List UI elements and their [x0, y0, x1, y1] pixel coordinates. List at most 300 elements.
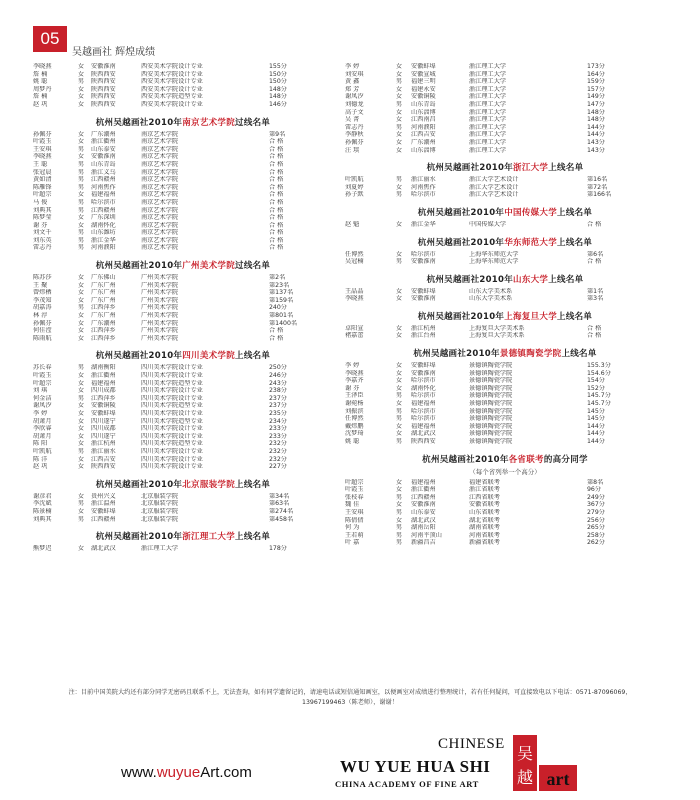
school-major: 四川美术学院设计专业 [141, 425, 203, 433]
school-major: 南京艺术学院 [141, 176, 179, 184]
brand-line-2: WU YUE HUA SHI [340, 757, 491, 776]
student-name: 黄 鑫 [345, 78, 360, 86]
student-gender: 男 [395, 524, 403, 532]
student-name: 苏长春 [33, 364, 52, 372]
school-major: 北京服装学院 [141, 492, 179, 500]
table-row [33, 199, 333, 207]
section-note: （每个省列举一个高分） [469, 467, 541, 476]
student-name: 李 婷 [345, 362, 360, 370]
student-name: 魏 佳 [345, 501, 360, 509]
student-gender: 女 [77, 138, 85, 146]
student-name: 陈梦莹 [33, 214, 52, 222]
student-gender: 女 [77, 327, 85, 335]
score: 237分 [269, 402, 287, 410]
student-origin: 山东青岛 [91, 160, 116, 168]
section-title-suffix: 的高分同学 [543, 454, 588, 465]
score: 246分 [269, 372, 287, 379]
score: 合 格 [269, 236, 284, 244]
student-origin: 江西赣州 [91, 206, 116, 214]
table-row [33, 508, 333, 516]
school-major: 浙江理工大学 [469, 100, 507, 108]
section-title [345, 161, 665, 173]
student-name: 任博然 [345, 250, 364, 258]
student-gender: 女 [395, 430, 403, 438]
student-gender: 女 [395, 108, 403, 116]
table-row [345, 408, 665, 416]
score: 第6名 [587, 250, 604, 258]
student-name: 李茂知 [33, 296, 52, 304]
student-origin: 广东广州 [91, 312, 116, 320]
student-gender: 女 [395, 295, 403, 303]
section-title-prefix: 杭州吴越画社2010年 [95, 261, 183, 272]
school-major: 浙江大学艺术设计 [469, 176, 519, 184]
student-origin: 广东佛山 [91, 274, 116, 282]
student-name: 詹 楠 [33, 70, 48, 78]
school-major: 景德镇陶瓷学院 [469, 407, 513, 415]
section-title-suffix: 过线名单 [235, 261, 271, 272]
student-gender: 女 [77, 334, 85, 342]
section-title-prefix: 杭州吴越画社2010年 [95, 117, 183, 128]
student-origin: 广东广州 [91, 289, 116, 297]
school-major: 上海复旦大学美术系 [469, 324, 525, 332]
student-name: 孙佩芬 [345, 138, 364, 146]
score: 143分 [587, 146, 605, 154]
section-title-school: 上海复旦大学 [504, 311, 558, 322]
student-gender: 女 [77, 507, 85, 515]
student-name: 林 淳 [33, 312, 48, 320]
school-major: 广州美术学院 [141, 304, 179, 312]
score: 第16名 [587, 176, 608, 184]
student-origin: 四川成都 [91, 387, 116, 395]
student-name: 李沈斌 [33, 500, 52, 508]
table-row [33, 71, 333, 79]
student-origin: 河南濮阳 [411, 123, 436, 131]
student-origin: 安徽蚌埠 [411, 63, 436, 70]
table-row [345, 509, 665, 517]
student-name: 张枝春 [345, 493, 364, 501]
student-gender: 女 [77, 274, 85, 282]
section-rows [33, 545, 333, 553]
score: 合 格 [269, 244, 284, 252]
school-major: 四川美术学院设计专业 [141, 394, 203, 402]
student-gender: 男 [77, 500, 85, 508]
student-name: 吴冠楠 [345, 258, 364, 266]
student-origin: 哈尔滨市 [411, 392, 436, 400]
school-major: 广州美术学院 [141, 274, 179, 282]
score: 262分 [587, 539, 605, 547]
school-major: 福建省联考 [469, 478, 500, 486]
table-row [33, 395, 333, 403]
table-row [33, 335, 333, 343]
left-column [33, 63, 333, 553]
section-title-school: 浙江理工大学 [182, 532, 236, 543]
score: 合 格 [587, 332, 602, 340]
table-row [33, 448, 333, 456]
student-gender: 女 [395, 63, 403, 70]
student-origin: 广东深圳 [91, 214, 116, 222]
score: 145.7分 [587, 392, 611, 400]
score: 232分 [269, 440, 287, 448]
student-origin: 河南濮阳 [91, 244, 116, 252]
student-gender: 男 [77, 160, 85, 168]
table-row [345, 332, 665, 340]
table-row [33, 274, 333, 282]
student-origin: 安徽淮南 [91, 63, 116, 70]
student-name: 叶霞玉 [345, 486, 364, 494]
student-origin: 广东潮州 [91, 319, 116, 327]
student-name: 叶 嘉 [345, 539, 360, 547]
student-gender: 女 [77, 379, 85, 387]
school-major: 南京艺术学院 [141, 229, 179, 237]
student-name: 姚 聪 [345, 438, 360, 445]
table-row [345, 251, 665, 259]
section-title [33, 530, 333, 542]
score: 第166名 [587, 191, 612, 199]
table-row [345, 479, 665, 487]
student-name: 王安琪 [345, 508, 364, 516]
section-title-prefix: 杭州吴越画社2010年 [417, 311, 505, 322]
student-gender: 女 [395, 183, 403, 191]
student-name: 李静秋 [345, 131, 364, 139]
section-title [345, 310, 665, 322]
student-gender: 女 [77, 463, 85, 471]
student-gender: 男 [395, 258, 403, 266]
student-name: 叶凯航 [33, 447, 52, 455]
school-major: 四川美术学院设计专业 [141, 409, 203, 417]
table-row [345, 517, 665, 525]
section-title-school: 中国传媒大学 [504, 207, 558, 218]
school-major: 北京服装学院 [141, 515, 179, 523]
school-major: 四川美术学院设计专业 [141, 447, 203, 455]
student-origin: 安徽淮南 [411, 295, 436, 303]
student-gender: 女 [395, 478, 403, 486]
student-name: 詹 楠 [33, 93, 48, 101]
student-origin: 江西南昌 [411, 116, 436, 124]
student-origin: 福建福州 [91, 379, 116, 387]
student-gender: 男 [77, 447, 85, 455]
score: 合 格 [269, 145, 284, 153]
student-gender: 女 [395, 287, 403, 295]
student-gender: 女 [77, 387, 85, 395]
student-name: 谢 芬 [33, 221, 48, 229]
score: 第8名 [587, 478, 604, 486]
student-name: 李嘉齐 [345, 377, 364, 385]
student-name: 谢彦君 [33, 492, 52, 500]
student-name: 刘典其 [33, 206, 52, 214]
school-major: 南京艺术学院 [141, 145, 179, 153]
table-row [33, 410, 333, 418]
school-major: 上海华东师范大学 [469, 258, 519, 266]
student-origin: 山东泰安 [91, 145, 116, 153]
student-name: 陈景楠 [33, 507, 52, 515]
table-row [33, 463, 333, 471]
score: 143分 [587, 138, 605, 146]
table-row [345, 438, 665, 446]
student-origin: 湖北武汉 [411, 430, 436, 438]
table-row [345, 295, 665, 303]
student-origin: 福建三明 [411, 78, 436, 86]
section-title-suffix: 上线名单 [235, 479, 271, 490]
student-name: 戴炜鹏 [345, 422, 364, 430]
score: 第159名 [269, 296, 294, 304]
student-origin: 哈尔滨市 [411, 415, 436, 423]
student-name: 王晶晶 [345, 287, 364, 295]
table-row [33, 153, 333, 161]
student-gender: 女 [395, 400, 403, 408]
student-gender: 男 [77, 244, 85, 252]
table-row [33, 191, 333, 199]
student-gender: 男 [77, 145, 85, 153]
student-gender: 女 [77, 130, 85, 138]
section-rows [33, 131, 333, 253]
student-gender: 女 [395, 486, 403, 494]
student-origin: 山东潍坊 [91, 229, 116, 237]
school-major: 四川美术学院造型专业 [141, 417, 203, 425]
website-link[interactable] [121, 764, 252, 781]
student-name: 王 聚 [33, 281, 48, 289]
student-origin: 安徽铜陵 [91, 402, 116, 410]
school-major: 北京服装学院 [141, 507, 179, 515]
school-major: 景德镇陶瓷学院 [469, 400, 513, 408]
score: 第34名 [269, 492, 290, 500]
score: 合 格 [269, 206, 284, 214]
section-rows [345, 325, 665, 340]
student-gender: 男 [77, 206, 85, 214]
score: 145分 [587, 407, 605, 415]
section-title [345, 347, 665, 359]
student-gender: 男 [77, 168, 85, 176]
table-row [345, 116, 665, 124]
student-origin: 四川遂宁 [91, 417, 116, 425]
student-origin: 安徽铜陵 [411, 93, 436, 101]
table-row [33, 418, 333, 426]
student-origin: 贵州兴义 [91, 492, 116, 500]
student-name: 李晓燕 [345, 369, 364, 377]
school-major: 上海复旦大学美术系 [469, 332, 525, 340]
school-major: 浙江理工大学 [469, 138, 507, 146]
section-rows [33, 493, 333, 523]
student-origin: 浙江衢州 [411, 486, 436, 494]
school-major: 广州美术学院 [141, 334, 179, 342]
score: 233分 [269, 425, 287, 433]
student-origin: 浙江衢州 [91, 138, 116, 146]
school-major: 四川美术学院造型专业 [141, 440, 203, 448]
table-row [345, 370, 665, 378]
student-origin: 福建福州 [411, 422, 436, 430]
student-origin: 江西萍乡 [91, 327, 116, 335]
student-origin: 广东潮州 [411, 138, 436, 146]
student-gender: 女 [77, 100, 85, 108]
student-name: 叶超宗 [345, 478, 364, 486]
score: 145.7分 [587, 400, 611, 408]
student-gender: 女 [77, 545, 85, 553]
student-gender: 男 [77, 304, 85, 312]
student-origin: 四川成都 [91, 425, 116, 433]
score: 148分 [269, 93, 287, 101]
url-suffix: Art.com [200, 764, 252, 781]
school-major: 南京艺术学院 [141, 130, 179, 138]
table-row [33, 500, 333, 508]
table-row [33, 327, 333, 335]
table-row [33, 222, 333, 230]
student-origin: 浙江杭州 [411, 324, 436, 332]
student-origin: 江西赣州 [411, 493, 436, 501]
section-title [345, 236, 665, 248]
school-major: 上海华东师范大学 [469, 250, 519, 258]
page-title: 吴越画社 辉煌成绩 [72, 47, 156, 58]
table-row [345, 325, 665, 333]
school-major: 四川美术学院设计专业 [141, 463, 203, 471]
student-gender: 男 [395, 176, 403, 184]
student-origin: 江西吉安 [91, 455, 116, 463]
student-origin: 湖南怀化 [411, 384, 436, 392]
table-row [345, 377, 665, 385]
student-gender: 女 [77, 440, 85, 448]
score: 第1400名 [269, 319, 298, 327]
score: 第1名 [587, 287, 604, 295]
score: 合 格 [587, 258, 602, 266]
student-gender: 女 [77, 455, 85, 463]
score: 145分 [587, 415, 605, 423]
score: 173分 [587, 63, 605, 70]
student-name: 何 为 [345, 524, 360, 532]
section-rows [345, 251, 665, 266]
student-gender: 女 [395, 146, 403, 154]
school-major: 西安美术学院设计专业 [141, 85, 203, 93]
school-major: 景德镇陶瓷学院 [469, 384, 513, 392]
school-major: 南京艺术学院 [141, 183, 179, 191]
student-gender: 女 [77, 214, 85, 222]
score: 144分 [587, 438, 605, 445]
school-major: 景德镇陶瓷学院 [469, 415, 513, 423]
student-gender: 男 [395, 531, 403, 539]
student-name: 王 聪 [33, 160, 48, 168]
table-row [33, 364, 333, 372]
school-major: 江西省联考 [469, 493, 500, 501]
left-top-list [33, 63, 333, 109]
student-origin: 哈尔滨市 [411, 191, 436, 199]
student-name: 黄如清 [33, 176, 52, 184]
page-number-badge: 05 [33, 26, 67, 52]
student-origin: 江西萍乡 [91, 334, 116, 342]
student-origin: 浙江杭州 [91, 440, 116, 448]
score: 合 格 [269, 176, 284, 184]
student-gender: 女 [395, 116, 403, 124]
table-row [33, 244, 333, 252]
student-name: 李晓燕 [33, 63, 52, 70]
student-origin: 江西赣州 [91, 176, 116, 184]
score: 155.3分 [587, 362, 611, 370]
score: 第23名 [269, 281, 290, 289]
student-origin: 湖南岳阳 [411, 524, 436, 532]
school-major: 浙江大学艺术设计 [469, 191, 519, 199]
table-row [345, 93, 665, 101]
student-name: 陈雁锋 [33, 183, 52, 191]
section-title-suffix: 上线名单 [235, 351, 271, 362]
student-origin: 浙江衢州 [91, 372, 116, 379]
school-major: 北京服装学院 [141, 500, 179, 508]
student-gender: 女 [395, 332, 403, 340]
score: 第458名 [269, 515, 294, 523]
student-origin: 广东广州 [91, 281, 116, 289]
student-gender: 女 [77, 492, 85, 500]
score: 第274名 [269, 507, 294, 515]
student-gender: 女 [77, 153, 85, 161]
school-major: 南京艺术学院 [141, 191, 179, 199]
student-name: 沈梦琦 [345, 430, 364, 438]
student-origin: 安徽淮南 [411, 369, 436, 377]
student-name: 刘东英 [33, 236, 52, 244]
score: 258分 [587, 531, 605, 539]
student-name: 胡萧月 [33, 417, 52, 425]
student-gender: 女 [77, 63, 85, 70]
school-major: 山东大学美术系 [469, 287, 513, 295]
section-title [345, 206, 665, 218]
section-title [345, 453, 665, 465]
student-name: 王安琪 [33, 145, 52, 153]
school-major: 广州美术学院 [141, 327, 179, 335]
school-major: 南京艺术学院 [141, 236, 179, 244]
student-name: 胡萧月 [33, 432, 52, 440]
student-origin: 陕西西安 [91, 70, 116, 78]
school-major: 西安美术学院设计专业 [141, 100, 203, 108]
student-origin: 安徽蚌埠 [91, 409, 116, 417]
student-name: 马 俊 [33, 198, 48, 206]
score: 合 格 [269, 221, 284, 229]
student-origin: 浙江义乌 [91, 168, 116, 176]
score: 合 格 [269, 168, 284, 176]
table-row [33, 425, 333, 433]
section-title [33, 349, 333, 361]
student-gender: 女 [395, 516, 403, 524]
score: 232分 [269, 455, 287, 463]
table-row [33, 131, 333, 139]
table-row [345, 124, 665, 132]
score: 233分 [269, 432, 287, 440]
student-gender: 女 [77, 372, 85, 379]
score: 合 格 [269, 229, 284, 237]
student-gender: 男 [77, 515, 85, 523]
section-title-prefix: 杭州吴越画社2010年 [417, 237, 505, 248]
table-row [33, 320, 333, 328]
section-title-prefix: 杭州吴越画社2010年 [95, 532, 183, 543]
section-rows [345, 479, 665, 547]
school-major: 南京艺术学院 [141, 153, 179, 161]
student-name: 周梦丹 [33, 85, 52, 93]
school-major: 景德镇陶瓷学院 [469, 377, 513, 385]
school-major: 广州美术学院 [141, 296, 179, 304]
score: 合 格 [269, 183, 284, 191]
section-title-school: 各省联考 [508, 454, 544, 465]
score: 149分 [587, 93, 605, 101]
score: 367分 [587, 501, 605, 509]
student-origin: 湖南衡阳 [91, 364, 116, 372]
student-origin: 河南焦作 [411, 183, 436, 191]
school-major: 浙江理工大学 [141, 545, 179, 553]
section-title [33, 478, 333, 490]
score: 227分 [269, 463, 287, 471]
section-title [345, 273, 665, 285]
school-major: 景德镇陶瓷学院 [469, 362, 513, 370]
table-row [33, 93, 333, 101]
table-row [345, 524, 665, 532]
student-origin: 浙江台州 [411, 332, 436, 340]
student-gender: 男 [77, 78, 85, 86]
student-origin: 陕西西安 [91, 85, 116, 93]
score: 第137名 [269, 289, 294, 297]
student-gender: 男 [77, 229, 85, 237]
table-row [345, 147, 665, 155]
